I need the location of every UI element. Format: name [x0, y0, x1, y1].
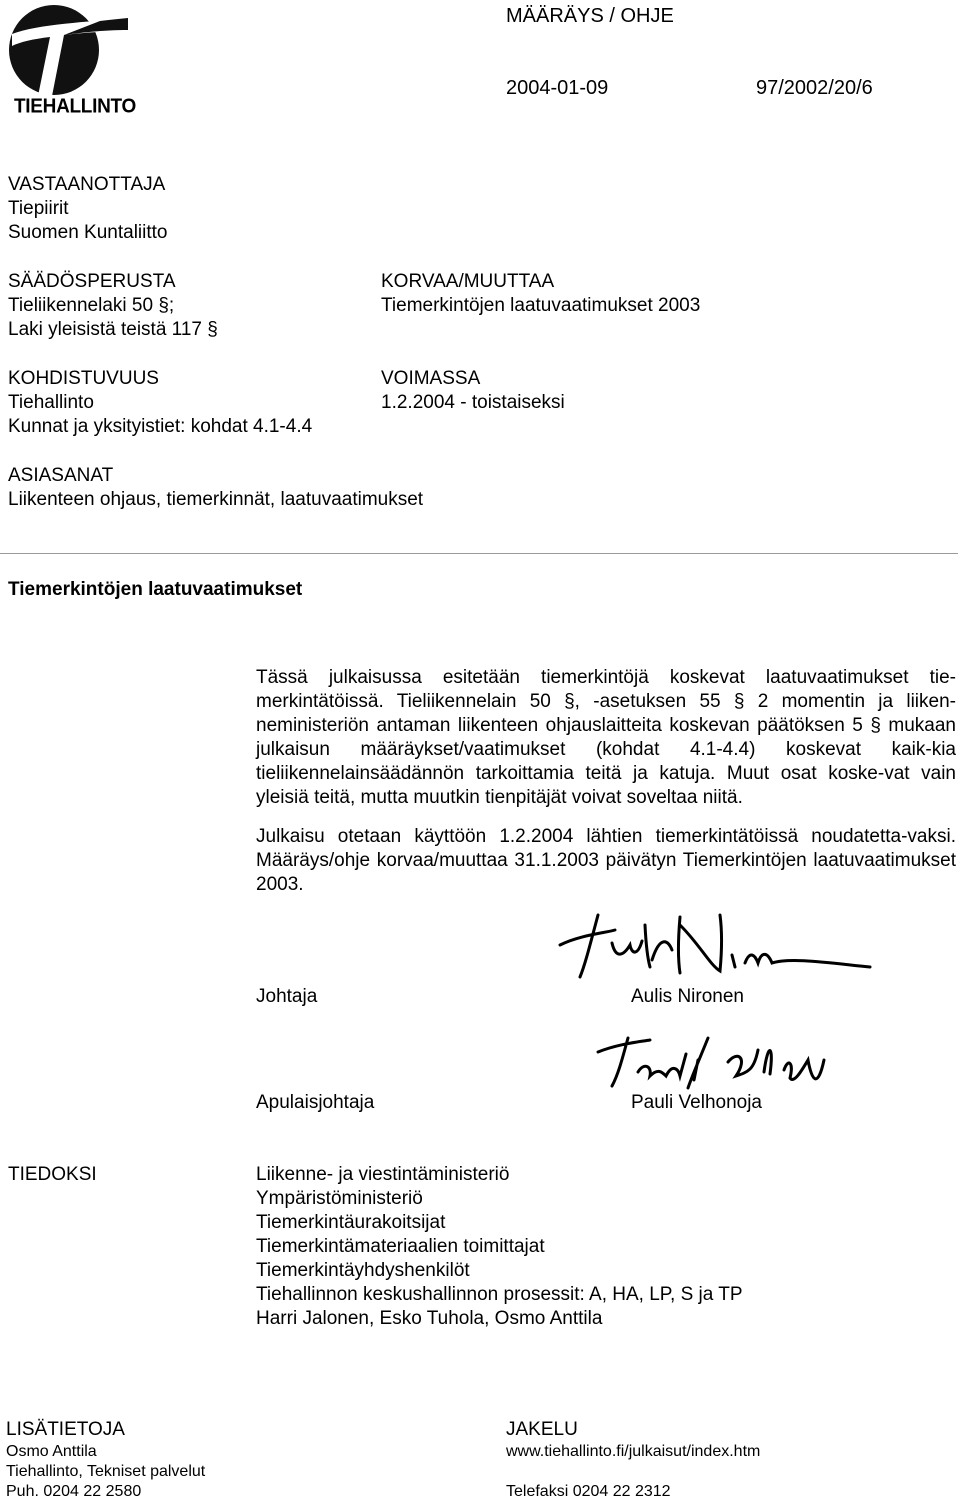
signature-role-1: Johtaja: [256, 986, 318, 1007]
distribution-spacer: [506, 1462, 760, 1482]
info-item: Ympäristöministeriö: [256, 1188, 423, 1209]
info-heading: TIEDOKSI: [8, 1164, 97, 1185]
info-item: Tiemerkintäyhdyshenkilöt: [256, 1260, 470, 1281]
info-item: Tiehallinnon keskushallinnon prosessit: A, HA, LP, S ja TP: [256, 1284, 743, 1305]
signature-role-2: Apulaisjohtaja: [256, 1092, 375, 1113]
info-item: Harri Jalonen, Esko Tuhola, Osmo Anttila: [256, 1308, 603, 1329]
replaces-heading: KORVAA/MUUTTAA: [381, 271, 555, 292]
scope-heading: KOHDISTUVUUS: [8, 368, 159, 389]
recipient-line: Suomen Kuntaliitto: [8, 222, 168, 243]
distribution-block: [506, 1418, 760, 1502]
replaces-block: [381, 270, 700, 318]
scope-line: Tiehallinto: [8, 392, 94, 413]
keywords-line: Liikenteen ohjaus, tiemerkinnät, laatuvaatimukset: [8, 489, 424, 510]
valid-block: [381, 367, 565, 415]
more-info-line: Puh. 0204 22 2580: [6, 1483, 142, 1500]
more-info-line: Osmo Anttila: [6, 1443, 97, 1460]
signature-name-1: Aulis Nironen: [631, 986, 744, 1007]
recipient-block: [8, 173, 168, 245]
info-list: [256, 1163, 743, 1331]
signature-name-2: Pauli Velhonoja: [631, 1092, 762, 1113]
valid-line: 1.2.2004 - toistaiseksi: [381, 392, 565, 413]
tiehallinto-logo-icon: [8, 4, 132, 96]
basis-line: Tieliikennelaki 50 §;: [8, 295, 175, 316]
distribution-link[interactable]: www.tiehallinto.fi/julkaisut/index.htm: [506, 1443, 761, 1460]
signature-image-velhonoja: [588, 1030, 848, 1094]
more-info-heading: LISÄTIETOJA: [6, 1419, 125, 1440]
body-paragraph: Tässä julkaisussa esitetään tiemerkintöjä koskevat laatuvaatimukset tie-merkintätöissä. Tieliikennelain 50 §, -asetuksen 55 § 2 momentin ja liiken-neministeriön antaman liikenteen ohjauslaitteita koskevan päätöksen 5 § mukaan julkaisun määräykset/vaatimukset (kohdat 4.1-4.4) koskevat kaik-kia tieliikennelainsäädännön tarkoittamia teitä ja katuja. Muut osat koske-vat vain yleisiä teitä, mutta muutkin tienpitäjät voivat soveltaa niitä.: [256, 667, 956, 808]
basis-block: [8, 270, 218, 342]
body-paragraph: Julkaisu otetaan käyttöön 1.2.2004 lähtien tiemerkintätöissä noudatetta-vaksi. Määräys/ohje korvaa/muuttaa 31.1.2003 päivätyn Tiemerkintöjen laatuvaatimukset 2003.: [256, 826, 956, 895]
scope-block: [8, 367, 312, 439]
more-info-line: Tiehallinto, Tekniset palvelut: [6, 1463, 206, 1480]
info-item: Tiemerkintämateriaalien toimittajat: [256, 1236, 545, 1257]
document-reference: 97/2002/20/6: [756, 77, 873, 99]
basis-line: Laki yleisistä teistä 117 §: [8, 319, 218, 340]
divider: [0, 553, 958, 554]
basis-heading: SÄÄDÖSPERUSTA: [8, 271, 176, 292]
keywords-heading: ASIASANAT: [8, 465, 114, 486]
document-title: Tiemerkintöjen laatuvaatimukset: [8, 579, 303, 600]
document-date: 2004-01-09: [506, 77, 609, 99]
info-item: Liikenne- ja viestintäministeriö: [256, 1164, 510, 1185]
recipient-heading: VASTAANOTTAJA: [8, 174, 166, 195]
document-type: MÄÄRÄYS / OHJE: [506, 5, 674, 27]
valid-heading: VOIMASSA: [381, 368, 481, 389]
replaces-line: Tiemerkintöjen laatuvaatimukset 2003: [381, 295, 701, 316]
info-item: Tiemerkintäurakoitsijat: [256, 1212, 446, 1233]
distribution-fax: Telefaksi 0204 22 2312: [506, 1483, 671, 1500]
tiehallinto-logo: [8, 4, 136, 118]
more-info-block: [6, 1418, 205, 1502]
recipient-line: Tiepiirit: [8, 198, 69, 219]
signature-image-nironen: [550, 905, 880, 985]
distribution-heading: JAKELU: [506, 1419, 578, 1440]
scope-line: Kunnat ja yksityistiet: kohdat 4.1-4.4: [8, 416, 313, 437]
keywords-block: [8, 464, 423, 512]
logo-text: TIEHALLINTO: [14, 95, 136, 118]
